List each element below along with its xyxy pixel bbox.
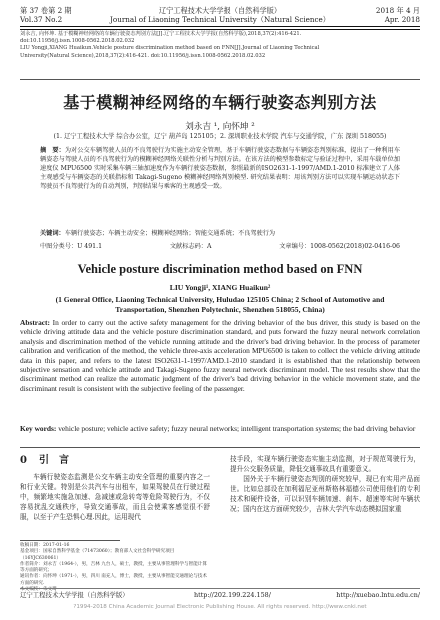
footnote-received: 收稿日期：2017-01-16 (20, 543, 70, 548)
citation-line: 刘永吉, 向怀坤. 基于模糊神经网络的车辆行驶姿态判别方法[J].辽宁工程技术大学学报(自然科学版),2018,37(2):416-421. (20, 31, 302, 37)
footer-link-right[interactable]: http://xuebao.lntu.edu.cn/ (336, 591, 420, 599)
keywords-en-label: Key words: (20, 424, 57, 433)
body-paragraph: 国外关于车辆行驶姿态判别的研究较早，现已有实用产品面世。比如总部设在加利福尼亚州斯格林福德公司使用他们的专利技术和硬件设备，可以识别车辆加速、刹车、超速等实时车辆状况；国内在这方面研究较少，吉林大学汽车动态模拟国家重 (230, 475, 420, 513)
citation-line: LIU Yongji,XIANG Huaikun.Vehicle posture discrimination method based on FNN[J].Journal of Liaoning Technical (20, 45, 320, 52)
header-date-cn: 2018 年 4 月 (375, 6, 420, 15)
footer-link-mid[interactable]: http://202.199.224.158/ (194, 591, 271, 599)
footnote-editor: 本文编校：朱文琦 (20, 587, 57, 593)
header-journal-cn: 辽宁工程技术大学学报（自然科学版） (158, 6, 282, 15)
footnote-rule (20, 540, 120, 541)
affiliation-en-line: (1 General Office, Liaoning Technical University, Huludao 125105 China; 2 School of Automotive and (55, 295, 385, 304)
footnote-bio: 作者简介：刘永吉（1964-），男，吉林 九台人，硕士，教授，主要从事管理科学与智能计算等方面的研究； (20, 561, 207, 574)
keywords-cn (40, 228, 400, 237)
affiliation-en (30, 295, 410, 315)
citation-block (20, 31, 420, 60)
abstract-cn-label: 摘 要： (40, 147, 65, 154)
section-heading (20, 456, 210, 466)
section-title: 引 言 (38, 455, 69, 466)
clc-number: 中图分类号：U 491.1 (40, 243, 103, 250)
footnote-fund: 基金项目：国家自然科学基金（71473060）；教育部人文社会科学研究项目（16YJC630061） (20, 549, 175, 561)
keywords-cn-text: 车辆行驶姿态；车辆主动安全；模糊神经网络；智能交通系统；不良驾驶行为 (64, 230, 276, 237)
footnotes (20, 543, 210, 593)
paper-title-cn: 基于模糊神经网络的车辆行驶姿态判别方法 (63, 93, 377, 112)
footnote-corresponding: 通讯作者：向怀坤（1971-），男，四川 南充人，博士，教授，主要从事智能交通理论与技术方面的研究. (20, 574, 207, 586)
abstract-cn-text: 为对公交车辆驾驶人员的不良驾驶行为实施主动安全管理，基于车辆行驶姿态数据与车辆姿态判别标准，提出了一种利用车辆姿态与驾驶人员的不良驾驶行为的模糊神经网络关联性分析与判别方法。在该方法的模型参数标定与验证过程中，采用车载单位加速度仪 MPU6500 实时采集车辆三轴加速度作为车辆行驶姿态数据，参照最新的ISO2631-1-1997/AMD.1-2010 标准建立了人体主观感受与车辆姿态的关联指标和 Takagi-Sugeno 模糊神经网络判别模型. 研究结果表明：用该判别方法可以实现车辆运动状态下驾驶员不良驾驶行为的自动判别，判别结果与乘客的主观感受一致。 (40, 147, 401, 191)
abstract-en-text: In order to carry out the active safety management for the driving behavior of the bus driver, this study is based on the vehicle driving attitude data and the vehicle posture discrimination standard, and puts forward the fuzzy neural network correlation analysis and discrimination method of the vehicle running attitude and the driver's bad driving behavior. In the process of parameter calibration and verification of the method, the vehicle three-axis acceleration MPU6500 is taken to collect the vehicle driving attitude data in this paper, and refers to the latest ISO2631-1-1997/AMD.1-2010 standard it is established that the relationship between subjective sensation and vehicle attitude and Takagi-Sugeno fuzzy neural network discriminant model. The test results show that the discriminant method can realize the automatic judgment of the driver's bad driving behavior in the vehicle movement state, and the discriminant result is consistent with the subjective feeling of the passenger. (20, 318, 420, 393)
abstract-cn (40, 146, 400, 191)
keywords-cn-label: 关键词： (40, 230, 65, 237)
footer-journal: 辽宁工程技术大学学报（自然科学版） (20, 591, 129, 599)
citation-rule (20, 79, 420, 80)
paper-title-en: Vehicle posture discrimination method based on FNN (77, 262, 363, 276)
document-code: 文献标志码：A (169, 243, 212, 250)
affiliation-cn: (1. 辽宁工程技术大学 综合办公室，辽宁 葫芦岛 125105；2. 深圳职业技术学院 汽车与交通学院，广东 深圳 518055) (53, 133, 387, 140)
keywords-en-text: vehicle posture; vehicle active safety; fuzzy neural networks; intelligent transportation systems; the bad driving behavior (58, 424, 416, 433)
citation-line: doi:10.11956/j.issn.1008-0562.2018.02.032 (20, 38, 135, 45)
citation-line: University(Natural Science),2018,37(2):416-421. doi:10.11956/j.issn.1008-0562.2018.02.032 (20, 52, 266, 59)
authors-en: LIU Yongji¹, XIANG Huaikun² (169, 283, 271, 292)
body-column-right (230, 454, 420, 514)
body-paragraph: 技手段，实现车辆行驶姿态实施主动监测，对于规范驾驶行为，提升公交服务质量，降低交通事故具有重要意义。 (230, 455, 420, 473)
running-header (20, 6, 420, 24)
page-footer (20, 588, 420, 600)
affiliation-en-line: Transportation, Shenzhen Polytechnic, Shenzhen 518055, China) (115, 305, 325, 314)
header-volume-en: Vol.37 No.2 (20, 15, 63, 24)
header-date-en: Apr. 2018 (384, 15, 420, 24)
header-volume-cn: 第 37 卷第 2 期 (20, 6, 72, 15)
abstract-en (20, 318, 420, 393)
classification-row (40, 241, 400, 250)
header-rule-thin (20, 29, 420, 30)
body-paragraph: 车辆行驶姿态监测是公交车辆主动安全管理的重要内容之一和行业关键。特别是公共汽车与出租车，如果驾驶员在行驶过程中，频繁地实施急加速、急减速或急转弯等危险驾驶行为，不仅容易扰乱交通秩序，导致交通事故，而且会使乘客感觉很不舒服，以至于产生恐惧心理.因此，运用现代 (20, 473, 210, 521)
keywords-en (20, 424, 420, 433)
header-rule-thick (20, 26, 420, 27)
cnki-copyright: ?1994-2018 China Academic Journal Electronic Publishing House. All rights reserved. http://www.cnki.net (73, 604, 367, 610)
body-column-left (20, 454, 210, 522)
abstract-en-label: Abstract: (20, 318, 50, 327)
article-id: 文章编号：1008-0562(2018)02-0416-06 (279, 243, 400, 250)
authors-cn: 刘永吉 ¹, 向怀坤 ² (185, 122, 255, 132)
section-number: 0 (20, 455, 27, 466)
header-journal-en: Journal of Liaoning Technical University（Natural Science） (110, 15, 330, 24)
body-separator (20, 447, 420, 448)
